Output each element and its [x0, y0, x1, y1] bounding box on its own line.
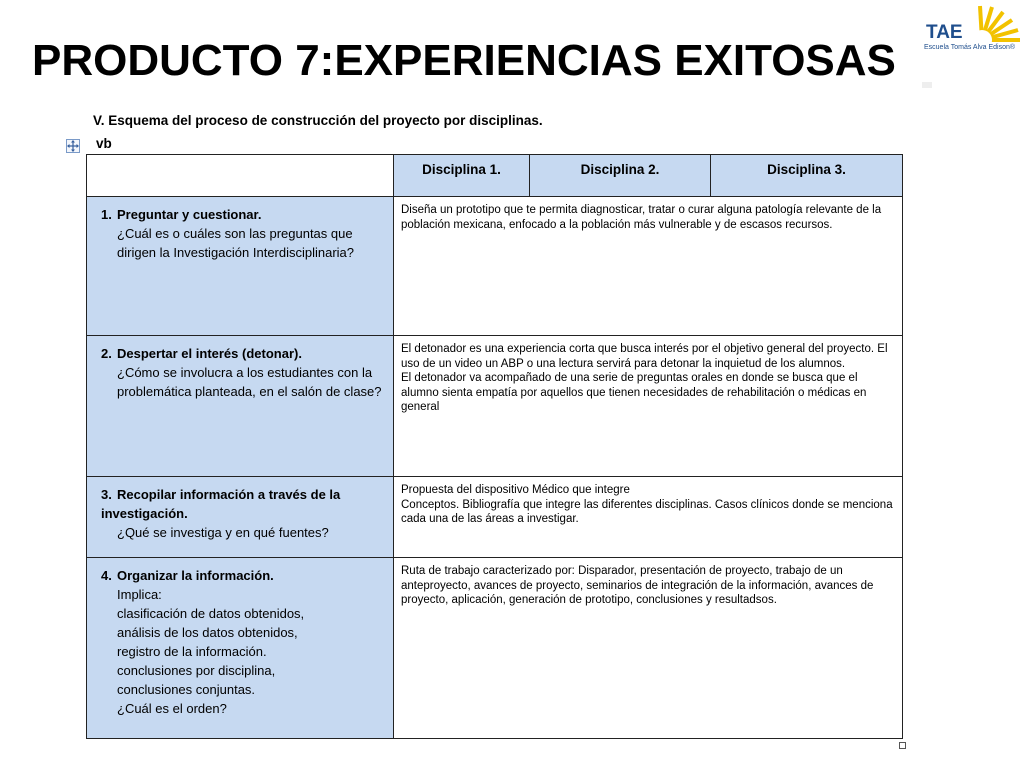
- description-text: Ruta de trabajo caracterizado por: Disparador, presentación de proyecto, trabajo de un anteproyecto, avances de proyecto, seminarios de integración de la información, avances de proyecto, aplicación, generación de prototipo, conclusiones y resultadsos.: [401, 565, 874, 607]
- logo-brand: TAE: [926, 22, 963, 43]
- step-question: ¿Cuál es o cuáles son las preguntas que dirigen la Investigación Interdisciplinaria?: [117, 226, 355, 260]
- step-cell: [87, 477, 394, 558]
- step-line: análisis de los datos obtenidos,: [117, 625, 298, 640]
- description-cell: [394, 197, 903, 336]
- table-header-row: [87, 155, 903, 197]
- tae-logo: [922, 0, 1022, 62]
- table-row: [87, 477, 903, 558]
- step-title: 4. Organizar la información.: [101, 568, 274, 583]
- step-cell: [87, 197, 394, 336]
- step-line: registro de la información.: [117, 644, 267, 659]
- slide-title: PRODUCTO 7:EXPERIENCIAS EXITOSAS: [32, 36, 896, 85]
- description-text: Conceptos. Bibliografía que integre las diferentes disciplinas. Casos clínicos donde se menciona cada una de las áreas a investigar.: [401, 498, 893, 526]
- description-cell: [394, 336, 903, 477]
- description-text: Propuesta del dispositivo Médico que integre: [401, 484, 630, 496]
- header-corner-cell: [87, 155, 394, 197]
- table-row: [87, 197, 903, 336]
- step-title: 3. Recopilar información a través de la investigación.: [101, 487, 341, 521]
- step-line: conclusiones conjuntas.: [117, 682, 256, 697]
- header-disciplina-1: Disciplina 1.: [394, 155, 530, 197]
- header-disciplina-3: Disciplina 3.: [711, 155, 903, 197]
- step-cell: [87, 558, 394, 739]
- project-process-table: [86, 154, 903, 739]
- description-text: El detonador va acompañado de una serie de preguntas orales en donde se busca que el alumno sienta empatía por aquellos que tienen necesidades de rehabilitación o médicas en general: [401, 372, 867, 414]
- description-text: El detonador es una experiencia corta que busca interés por el objetivo general del proyecto. El uso de un video un ABP o una lectura servirá para detonar la inquietud de los alumnos.: [401, 343, 888, 370]
- step-question: ¿Cómo se involucra a los estudiantes con la problemática planteada, en el salón de clase?: [117, 365, 382, 399]
- decorative-mark: [922, 82, 932, 88]
- table-row: [87, 558, 903, 739]
- step-line: clasificación de datos obtenidos,: [117, 606, 305, 621]
- step-line: Implica:: [117, 587, 162, 602]
- logo-subtitle: Escuela Tomás Alva Edison®: [924, 44, 1016, 51]
- section-heading: V. Esquema del proceso de construcción del proyecto por disciplinas.: [93, 113, 543, 128]
- step-line: ¿Cuál es el orden?: [117, 701, 227, 716]
- step-cell: [87, 336, 394, 477]
- header-disciplina-2: Disciplina 2.: [530, 155, 711, 197]
- step-title: 1. Preguntar y cuestionar.: [101, 207, 262, 222]
- step-question: ¿Qué se investiga y en qué fuentes?: [117, 525, 329, 540]
- step-line: conclusiones por disciplina,: [117, 663, 276, 678]
- step-title: 2. Despertar el interés (detonar).: [101, 346, 302, 361]
- description-text: Diseña un prototipo que te permita diagnosticar, tratar o curar alguna patología relevante de la población mexicana, enfocado a la población más vulnerable y de escasos recursos.: [401, 204, 882, 231]
- description-cell: [394, 558, 903, 739]
- vb-label: vb: [96, 136, 112, 151]
- description-cell: [394, 477, 903, 558]
- table-move-handle-icon[interactable]: [66, 139, 80, 153]
- resize-handle[interactable]: [899, 742, 906, 749]
- table-row: [87, 336, 903, 477]
